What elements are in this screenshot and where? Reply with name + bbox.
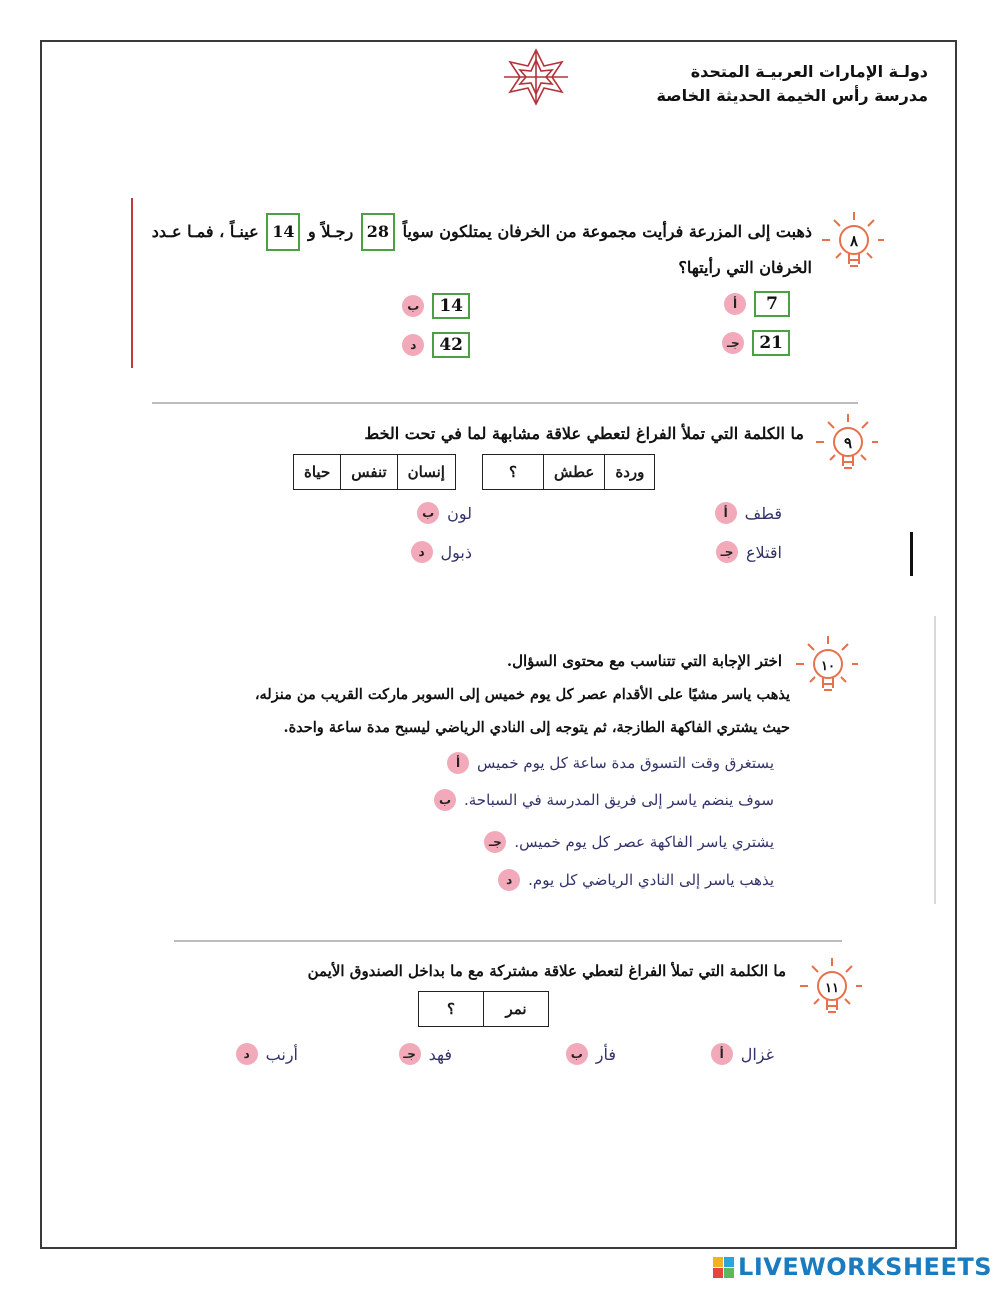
q10-option-c-letter: جـ (484, 831, 506, 853)
q10-passage-line1: يذهب ياسر مشيًا على الأقدام عصر كل يوم خميس إلى السوبر ماركت القريب من منزله، (254, 686, 790, 703)
q10-option-b-text: سوف ينضم ياسر إلى فريق المدرسة في السباحة. (463, 791, 774, 809)
q11-top-rule (174, 940, 842, 942)
country-name: دولـة الإمارات العربيـة المتحدة (690, 62, 928, 81)
q10-option-c-text: يشتري ياسر الفاكهة عصر كل يوم خميس. (514, 833, 774, 851)
q10-option-d[interactable] (498, 869, 774, 891)
q9-lightbulb-icon (812, 408, 878, 480)
q8-option-b[interactable] (402, 293, 470, 319)
q11-blank-cell[interactable]: ؟ (419, 992, 484, 1027)
q11-option-d-text: أرنب (265, 1044, 298, 1064)
q9-cell: تنفس (341, 455, 397, 490)
q8-option-a[interactable] (724, 291, 790, 317)
q10-lightbulb-icon (792, 630, 858, 702)
q8-legs-value: 28 (361, 213, 395, 251)
q10-option-d-letter: د (498, 869, 520, 891)
q9-option-c[interactable] (716, 541, 782, 563)
q10-option-a-letter: أ (447, 752, 469, 774)
q11-option-b-text: فأر (595, 1044, 616, 1064)
q10-passage-line2: حيث يشتري الفاكهة الطازجة، ثم يتوجه إلى النادي الرياضي ليسبح مدة ساعة واحدة. (283, 719, 790, 736)
q9-option-d[interactable] (411, 541, 472, 563)
q9-cell: حياة (294, 455, 341, 490)
q11-prompt: ما الكلمة التي تملأ الفراغ لتعطي علاقة مشتركة مع ما بداخل الصندوق الأيمن (307, 962, 786, 980)
q10-instruction: اختر الإجابة التي تتناسب مع محتوى السؤال. (506, 652, 782, 670)
q10-option-b-letter: ب (434, 789, 456, 811)
school-logo-icon (502, 48, 570, 106)
q8-eyes-value: 14 (266, 213, 300, 251)
q11-option-a-letter: أ (711, 1043, 733, 1065)
q8-option-c-letter: جـ (722, 332, 744, 354)
q8-option-a-value[interactable]: 7 (754, 291, 790, 317)
q9-option-b-text: لون (447, 503, 472, 523)
q9-option-c-text: اقتلاع (745, 542, 782, 562)
liveworksheets-logo-icon (713, 1257, 734, 1278)
q10-side-rule (934, 616, 936, 904)
q8-lightbulb-icon (818, 206, 884, 278)
q11-option-a-text: غزال (740, 1044, 774, 1064)
q11-option-a[interactable] (711, 1043, 774, 1065)
q8-option-d[interactable] (402, 332, 470, 358)
q9-option-d-text: ذبول (440, 542, 472, 562)
q8-option-b-value[interactable]: 14 (432, 293, 470, 319)
q9-option-a[interactable] (715, 502, 782, 524)
q11-option-b[interactable] (566, 1043, 616, 1065)
q11-cell: نمر (484, 992, 549, 1027)
q9-option-b-letter: ب (417, 502, 439, 524)
q8-option-d-letter: د (402, 334, 424, 356)
q9-option-b[interactable] (417, 502, 472, 524)
q9-option-c-letter: جـ (716, 541, 738, 563)
q9-table-left (293, 454, 456, 490)
liveworksheets-brand[interactable] (713, 1253, 992, 1281)
q10-option-b[interactable] (434, 789, 774, 811)
q9-table-right (482, 454, 655, 490)
q8-line2: الخرفان التي رأيتها؟ (678, 258, 812, 277)
q11-option-d[interactable] (236, 1043, 298, 1065)
q11-option-d-letter: د (236, 1043, 258, 1065)
q9-option-d-letter: د (411, 541, 433, 563)
q11-number: ١١ (825, 981, 839, 996)
q8-text-mid: رجـلاً و (308, 222, 354, 241)
q8-option-b-letter: ب (402, 295, 424, 317)
q8-line1 (122, 213, 812, 251)
q9-prompt: ما الكلمة التي تملأ الفراغ لتعطي علاقة مشابهة لما في تحت الخط (364, 424, 804, 443)
q10-option-d-text: يذهب ياسر إلى النادي الرياضي كل يوم. (528, 871, 774, 889)
q9-option-a-text: قطف (744, 503, 782, 523)
q9-cell: وردة (605, 455, 655, 490)
q9-side-mark (910, 532, 913, 576)
q11-lightbulb-icon (796, 952, 862, 1024)
q8-text-end: عينـاً ، فمـا عـدد (151, 222, 259, 241)
q10-option-c[interactable] (484, 831, 774, 853)
q9-cell: عطش (544, 455, 605, 490)
q11-option-b-letter: ب (566, 1043, 588, 1065)
school-header (656, 60, 928, 108)
q11-option-c-text: فهد (428, 1044, 452, 1064)
q11-option-c[interactable] (399, 1043, 452, 1065)
q8-option-a-letter: أ (724, 293, 746, 315)
q9-option-a-letter: أ (715, 502, 737, 524)
q8-option-c[interactable] (722, 330, 790, 356)
q10-option-a-text: يستغرق وقت التسوق مدة ساعة كل يوم خميس (477, 754, 774, 772)
school-name: مدرسة رأس الخيمة الحديثة الخاصة (656, 86, 928, 105)
q9-number: ٩ (843, 434, 853, 452)
q8-number: ٨ (849, 232, 859, 250)
q11-option-c-letter: جـ (399, 1043, 421, 1065)
q9-cell: إنسان (397, 455, 455, 490)
q10-number: ١٠ (821, 659, 835, 674)
q10-option-a[interactable] (447, 752, 774, 774)
q8-option-d-value[interactable]: 42 (432, 332, 470, 358)
q8-question (122, 213, 812, 285)
q8-text-start: ذهبت إلى المزرعة فرأيت مجموعة من الخرفان يمتلكون سوياً (402, 222, 812, 241)
q9-top-rule (152, 402, 858, 404)
q8-option-c-value[interactable]: 21 (752, 330, 790, 356)
q11-table (418, 991, 549, 1027)
brand-text: LIVEWORKSHEETS (738, 1253, 992, 1281)
q9-blank-cell[interactable]: ؟ (483, 455, 544, 490)
